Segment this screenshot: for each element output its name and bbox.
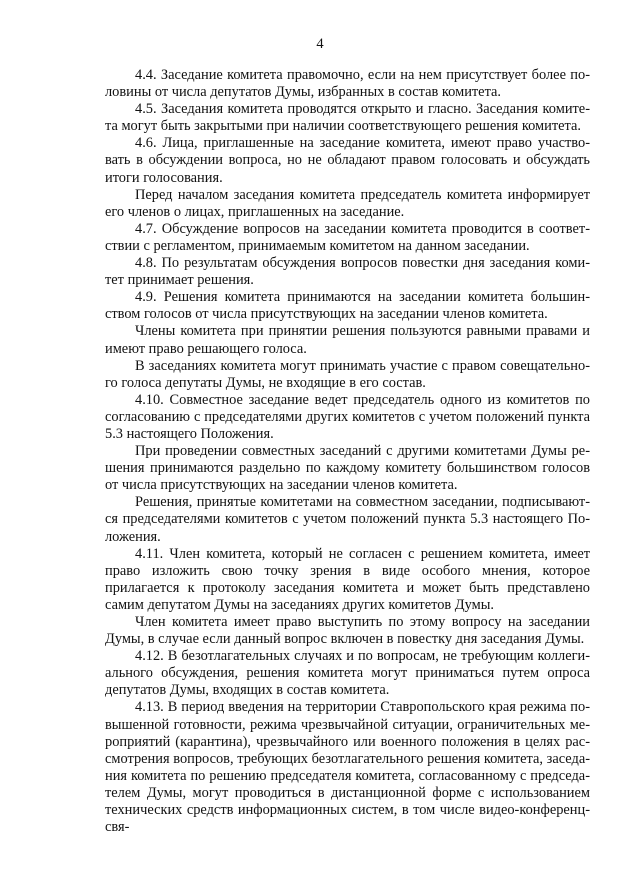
paragraph-4-10: 4.10. Совместное заседание ведет председатель одного из комитетов по согласованию с председателями других комитетов с учетом положений пункта 5.3 настоящего Положения. (105, 391, 590, 442)
paragraph-4-8: 4.8. По результатам обсуждения вопросов повестки дня заседания комитет принимает решения. (105, 255, 590, 289)
paragraph-4-6: 4.6. Лица, приглашенные на заседание комитета, имеют право участвовать в обсуждении вопроса, но не обладают правом голосовать и обсуждать итоги голосования. (105, 135, 590, 186)
paragraph-4-12: 4.12. В безотлагательных случаях и по вопросам, не требующим коллегиального обсуждения, решения комитета могут приниматься путем опроса депутатов Думы, входящих в состав комитета. (105, 648, 590, 699)
paragraph-4-11: 4.11. Член комитета, который не согласен с решением комитета, имеет право изложить свою точку зрения в виде особого мнения, которое прилагается к протоколу заседания комитета и может быть представлено самим депутатом Думы на заседаниях других комитетов Думы. (105, 545, 590, 613)
page-number: 4 (316, 36, 324, 52)
paragraph-4-10-joint-sessions: При проведении совместных заседаний с другими комитетами Думы решения принимаются раздельно по каждому комитету большинством голосов от числа присутствующих на заседании членов комитета. (105, 443, 590, 494)
paragraph-4-4: 4.4. Заседание комитета правомочно, если на нем присутствует более половины от числа депутатов Думы, избранных в состав комитета. (105, 67, 590, 101)
paragraph-4-9: 4.9. Решения комитета принимаются на заседании комитета большинством голосов от числа присутствующих на заседании членов комитета. (105, 289, 590, 323)
paragraph-4-9-advisory-vote: В заседаниях комитета могут принимать участие с правом совещательного голоса депутаты Думы, не входящие в его состав. (105, 357, 590, 391)
paragraph-4-11-right-to-speak: Член комитета имеет право выступить по этому вопросу на заседании Думы, в случае если данный вопрос включен в повестку дня заседания Думы. (105, 614, 590, 648)
paragraph-4-13: 4.13. В период введения на территории Ставропольского края режима повышенной готовности, режима чрезвычайной ситуации, ограничительных мероприятий (карантина), чрезвычайного или военного положения в целях рассмотрения вопросов, требующих безотлагательного решения комитета, заседания комитета по решению председателя комитета, согласованному с председателем Думы, могут проводиться в дистанционной форме с использованием технических средств информационных систем, в том числе видео-конференц-свя- (105, 699, 590, 836)
paragraph-4-10-joint-decisions: Решения, принятые комитетами на совместном заседании, подписываются председателями комитетов с учетом положений пункта 5.3 настоящего Положения. (105, 494, 590, 545)
document-body (105, 67, 590, 836)
paragraph-4-6-continued: Перед началом заседания комитета председатель комитета информирует его членов о лицах, приглашенных на заседание. (105, 186, 590, 220)
paragraph-4-5: 4.5. Заседания комитета проводятся открыто и гласно. Заседания комитета могут быть закрытыми при наличии соответствующего решения комитета. (105, 101, 590, 135)
paragraph-4-9-members-rights: Члены комитета при принятии решения пользуются равными правами и имеют право решающего голоса. (105, 323, 590, 357)
paragraph-4-7: 4.7. Обсуждение вопросов на заседании комитета проводится в соответствии с регламентом, принимаемым комитетом на данном заседании. (105, 220, 590, 254)
